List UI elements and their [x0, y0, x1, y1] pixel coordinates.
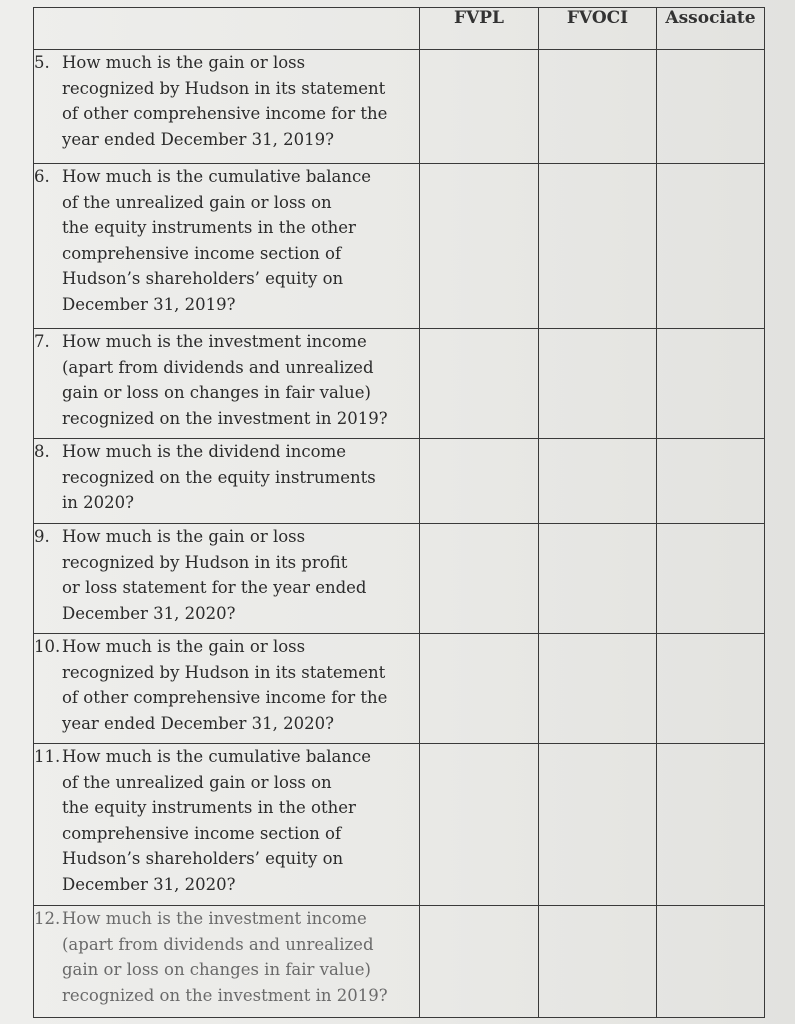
answer-cell-associate[interactable] — [657, 744, 765, 906]
question-line: How much is the gain or loss — [62, 53, 306, 72]
question-number: 10. — [34, 637, 61, 656]
answer-cell-fvoci[interactable] — [539, 50, 657, 164]
answer-cell-associate[interactable] — [657, 524, 765, 634]
question-line: the equity instruments in the other — [62, 798, 356, 818]
question-cell — [34, 634, 420, 744]
question-line: How much is the investment income — [62, 332, 367, 351]
answer-cell-fvpl[interactable] — [420, 744, 539, 906]
question-number: 6. — [34, 167, 50, 186]
question-answer-table — [33, 7, 765, 1018]
question-line: comprehensive income section of — [62, 823, 342, 843]
header-question-column — [34, 8, 420, 50]
question-number: 5. — [34, 53, 50, 72]
question-cell — [34, 164, 420, 329]
table-row — [34, 906, 765, 1018]
question-cell — [34, 524, 420, 634]
question-line: How much is the gain or loss — [62, 637, 306, 656]
answer-cell-fvoci[interactable] — [539, 906, 657, 1018]
question-number: 7. — [34, 332, 50, 351]
answer-cell-fvpl[interactable] — [420, 50, 539, 164]
question-line: of the unrealized gain or loss on — [62, 772, 332, 792]
question-line: How much is the cumulative balance — [62, 167, 371, 186]
table-row — [34, 439, 765, 524]
table-row — [34, 524, 765, 634]
answer-cell-associate[interactable] — [657, 164, 765, 329]
question-cell — [34, 329, 420, 439]
answer-cell-fvpl[interactable] — [420, 439, 539, 524]
answer-cell-fvoci[interactable] — [539, 744, 657, 906]
header-associate: Associate — [657, 8, 765, 50]
answer-cell-fvoci[interactable] — [539, 634, 657, 744]
question-line: of the unrealized gain or loss on — [62, 192, 332, 212]
question-line: recognized by Hudson in its statement — [62, 662, 386, 682]
question-line: December 31, 2020? — [62, 603, 236, 623]
question-line: Hudson’s shareholders’ equity on — [62, 269, 344, 289]
question-line: recognized on the investment in 2019? — [62, 985, 388, 1005]
question-line: How much is the investment income — [62, 909, 367, 928]
question-cell — [34, 744, 420, 906]
answer-cell-fvpl[interactable] — [420, 164, 539, 329]
question-cell — [34, 439, 420, 524]
question-line: the equity instruments in the other — [62, 218, 356, 238]
question-number: 8. — [34, 442, 50, 461]
question-number: 11. — [34, 747, 61, 766]
header-fvoci: FVOCI — [539, 8, 657, 50]
question-line: How much is the cumulative balance — [62, 747, 371, 766]
answer-cell-associate[interactable] — [657, 329, 765, 439]
header-row — [34, 8, 765, 50]
question-line: How much is the gain or loss — [62, 527, 306, 546]
answer-cell-fvpl[interactable] — [420, 524, 539, 634]
question-line: gain or loss on changes in fair value) — [62, 383, 371, 403]
answer-cell-fvoci[interactable] — [539, 329, 657, 439]
question-line: year ended December 31, 2019? — [62, 129, 335, 149]
answer-cell-associate[interactable] — [657, 634, 765, 744]
answer-cell-associate[interactable] — [657, 50, 765, 164]
question-line: of other comprehensive income for the — [62, 104, 388, 124]
question-line: Hudson’s shareholders’ equity on — [62, 849, 344, 869]
question-number: 12. — [34, 909, 61, 928]
question-number: 9. — [34, 527, 50, 546]
question-line: December 31, 2019? — [62, 294, 236, 314]
question-line: recognized on the investment in 2019? — [62, 408, 388, 428]
table-row — [34, 634, 765, 744]
question-cell — [34, 906, 420, 1018]
table-row — [34, 329, 765, 439]
table-row — [34, 744, 765, 906]
answer-cell-fvpl[interactable] — [420, 906, 539, 1018]
question-line: recognized by Hudson in its statement — [62, 78, 386, 98]
answer-cell-fvpl[interactable] — [420, 329, 539, 439]
answer-cell-fvoci[interactable] — [539, 439, 657, 524]
answer-cell-fvoci[interactable] — [539, 524, 657, 634]
question-line: How much is the dividend income — [62, 442, 347, 461]
question-line: (apart from dividends and unrealized — [62, 357, 374, 377]
question-line: in 2020? — [62, 493, 134, 513]
question-line: recognized by Hudson in its profit — [62, 552, 348, 572]
answer-cell-associate[interactable] — [657, 906, 765, 1018]
question-cell — [34, 50, 420, 164]
table-row — [34, 50, 765, 164]
question-line: recognized on the equity instruments — [62, 467, 376, 487]
question-line: (apart from dividends and unrealized — [62, 934, 374, 954]
question-line: gain or loss on changes in fair value) — [62, 960, 371, 980]
answer-cell-associate[interactable] — [657, 439, 765, 524]
answer-cell-fvpl[interactable] — [420, 634, 539, 744]
header-fvpl: FVPL — [420, 8, 539, 50]
question-line: year ended December 31, 2020? — [62, 713, 335, 733]
question-line: or loss statement for the year ended — [62, 578, 367, 598]
answer-cell-fvoci[interactable] — [539, 164, 657, 329]
question-line: comprehensive income section of — [62, 243, 342, 263]
question-line: of other comprehensive income for the — [62, 688, 388, 708]
table-row — [34, 164, 765, 329]
question-line: December 31, 2020? — [62, 874, 236, 894]
